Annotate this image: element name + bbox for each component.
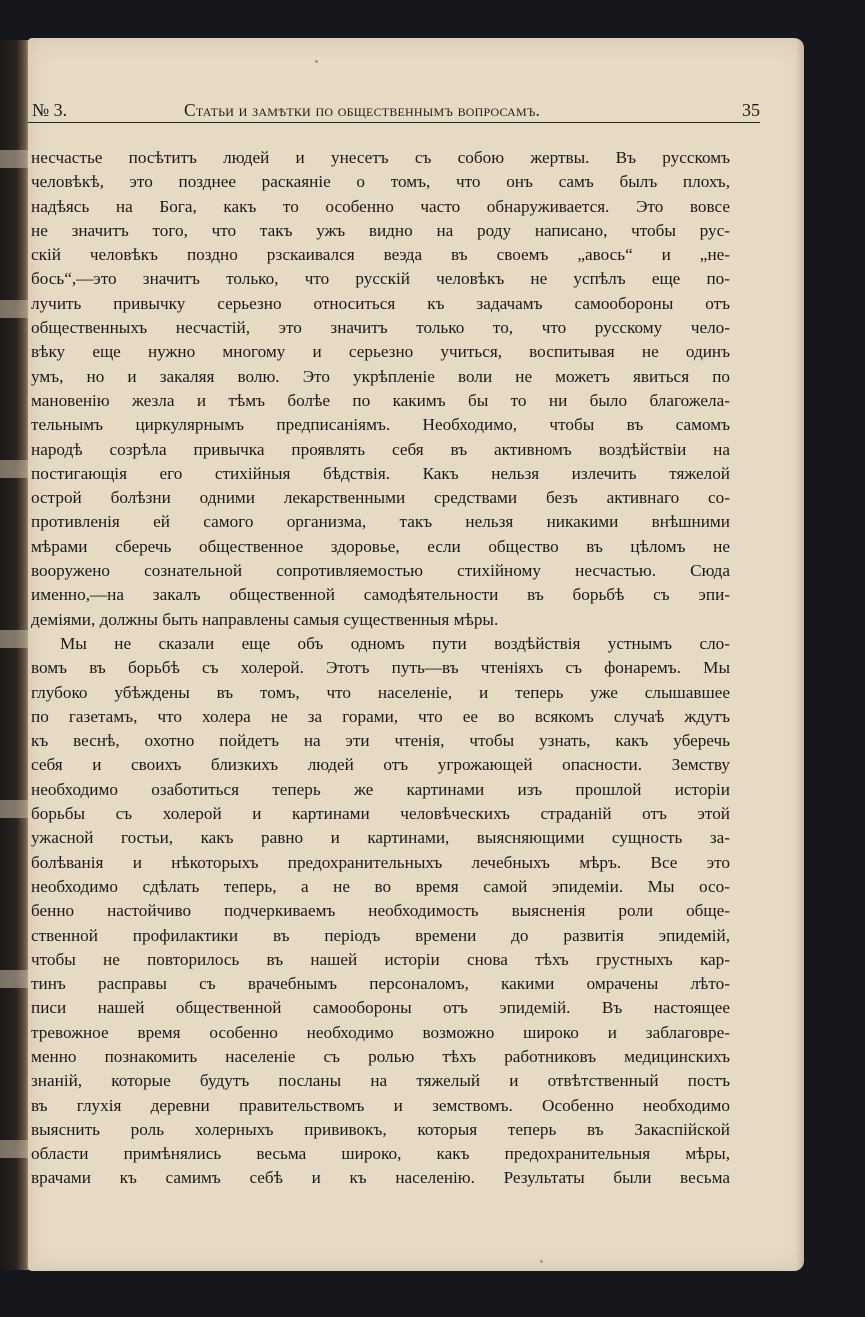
text-line: постигающія его стихійныя бѣдствія. Какъ нельзя излечить тяжелой [31,463,730,483]
page-edge-shadow [796,38,804,1271]
text-line: ужасной гостьи, какъ равно и картинами, выясняющими сущность за- [31,828,730,848]
text-line: вѣку еще нужно многому и серьезно учиться, воспитывая не одинъ [31,342,730,362]
text-line: мѣрами сберечь общественное здоровье, если общество въ цѣломъ не [31,536,730,556]
page-number: 35 [742,100,760,120]
text-line: къ веснѣ, охотно пойдетъ на эти чтенія, чтобы узнать, какъ уберечь [31,731,730,751]
text-line: не значитъ того, что такъ ужъ видно на роду написано, чтобы рус- [31,220,730,240]
text-line: въ глухія деревни правительствомъ и земствомъ. Особенно необходимо [31,1095,730,1115]
text-line: человѣкѣ, это позднее раскаяніе о томъ, что онъ самъ былъ плохъ, [31,172,730,192]
text-line: глубоко убѣждены въ томъ, что населеніе, и теперь уже слышавшее [31,682,730,702]
text-line: бенно настойчиво подчеркиваемъ необходимость выясненія роли обще- [31,901,730,921]
book-binding [0,40,30,1270]
text-line: ственной профилактики въ періодъ времени до развитія эпидемій, [31,925,730,945]
text-line: народѣ созрѣла привычка проявлять себя въ активномъ воздѣйствіи на [31,439,730,459]
text-line: писи нашей общественной самообороны отъ эпидемій. Въ настоящее [31,998,730,1018]
text-line: умъ, но и закаляя волю. Это укрѣпленіе воли не можетъ явиться по [31,366,730,386]
text-line: себя и своихъ близкихъ людей отъ угрожающей опасности. Земству [31,755,730,775]
article-text [31,146,730,1191]
text-line: лучить привычку серьезно относиться къ задачамъ самообороны отъ [31,293,730,313]
text-line: менно познакомить населеніе съ ролью тѣхъ работниковъ медицинскихъ [31,1046,730,1066]
text-line: области примѣнялись весьма широко, какъ предохранительныя мѣры, [31,1144,730,1164]
text-line: необходимо сдѣлать теперь, а не во время самой эпидеміи. Мы осо- [31,876,730,896]
text-line: борьбы съ холерой и картинами человѣческихъ страданій отъ этой [31,804,730,824]
text-line: именно,—на закалъ общественной самодѣятельности въ борьбѣ съ эпи- [31,585,730,605]
header-rule [28,122,760,123]
text-line: знаній, которые будутъ посланы на тяжелый и отвѣтственный постъ [31,1071,730,1091]
text-line: тревожное время особенно необходимо возможно широко и заблаговре- [31,1022,730,1042]
text-line: скій человѣкъ поздно рзскаивался веэда въ своемъ „авось“ и „не- [31,245,730,265]
text-line: Мы не сказали еще объ одномъ пути воздѣйствія устнымъ сло- [60,633,730,653]
text-line: необходимо озаботиться теперь же картинами изъ прошлой исторіи [31,779,730,799]
text-line: надѣясь на Бога, какъ то особенно часто обнаруживается. Это вовсе [31,196,730,216]
text-line: тинъ расправы съ врачебнымъ персоналомъ, какими омрачены лѣто- [31,974,730,994]
text-line: тельнымъ циркулярнымъ предписаніямъ. Необходимо, чтобы въ самомъ [31,415,730,435]
text-line: противленія ей самого организма, такъ нельзя никакими внѣшними [31,512,730,532]
paper-speck [540,1260,543,1263]
text-line: вооружено сознательной сопротивляемостью стихійному несчастью. Сюда [31,561,730,581]
text-line: врачами къ самимъ себѣ и къ населенію. Результаты были весьма [31,1168,730,1188]
text-line: бось“,—это значитъ только, что русскій человѣкъ не успѣлъ еще по- [31,269,730,289]
issue-number: № 3. [32,100,68,120]
text-line: чтобы не повторилось въ нашей исторіи снова тѣхъ грустныхъ кар- [31,949,730,969]
text-line: мановенію жезла и тѣмъ болѣе по какимъ бы то ни было благожела- [31,390,730,410]
paper-speck [315,60,318,63]
text-line: острой болѣзни одними лекарственными средствами безъ активнаго со- [31,488,730,508]
text-line: деміями, должны быть направлены самыя существенныя мѣры. [31,609,499,629]
text-line: болѣванія и нѣкоторыхъ предохранительныхъ лечебныхъ мѣръ. Все это [31,852,730,872]
text-line: по газетамъ, что холера не за горами, что ее во всякомъ случаѣ ждутъ [31,706,730,726]
section-title: Статьи и замѣтки по общественнымъ вопросамъ. [184,100,541,120]
text-line: несчастье посѣтитъ людей и унесетъ съ собою жертвы. Въ русскомъ [31,148,730,167]
text-line: общественныхъ несчастій, это значитъ только то, что русскому чело- [31,318,730,338]
text-line: вомъ въ борьбѣ съ холерой. Этотъ путь—въ чтеніяхъ съ фонаремъ. Мы [31,658,730,678]
text-line: выяснить роль холерныхъ прививокъ, которыя теперь въ Закаспійской [31,1119,730,1139]
